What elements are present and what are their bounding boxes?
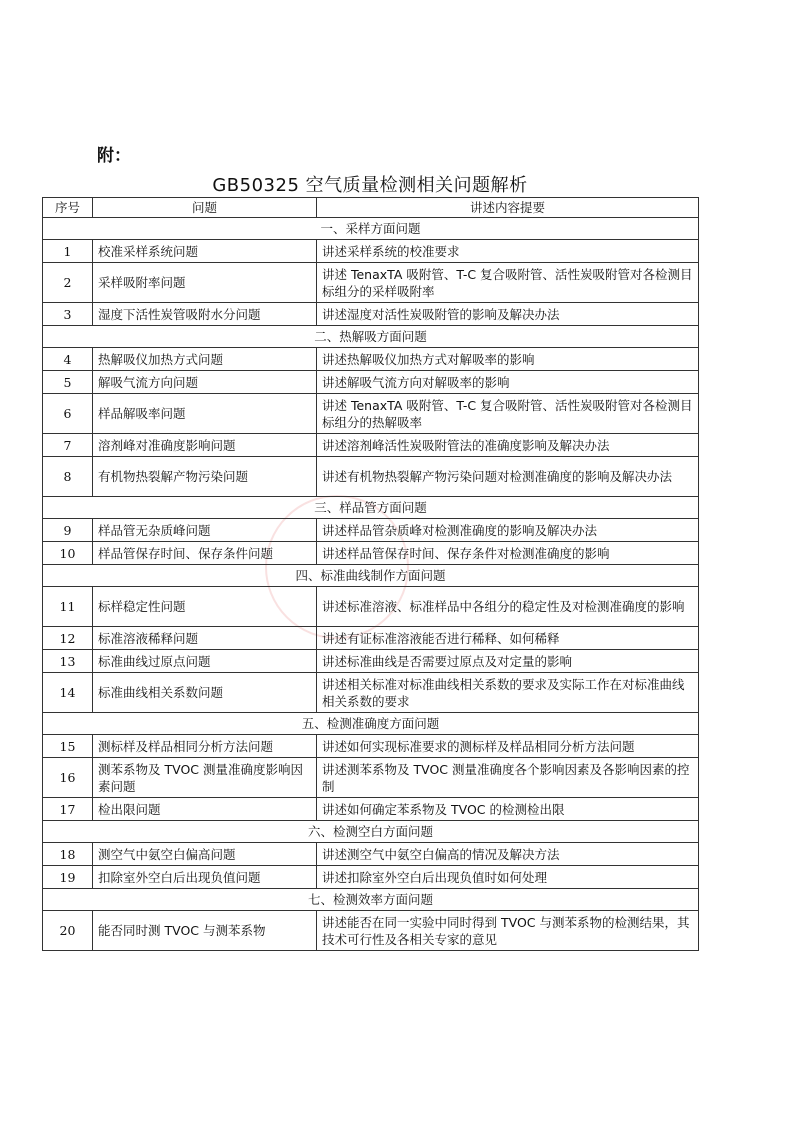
row-description: 讲述 TenaxTA 吸附管、T-C 复合吸附管、活性炭吸附管对各检测目标组分的热解吸率: [317, 394, 699, 434]
table-row: [43, 798, 699, 821]
row-number: 15: [43, 735, 93, 758]
section-title: 六、检测空白方面问题: [43, 821, 699, 843]
row-number: 20: [43, 911, 93, 951]
row-description: 讲述标准曲线是否需要过原点及对定量的影响: [317, 650, 699, 673]
row-number: 5: [43, 371, 93, 394]
table-body: [43, 218, 699, 951]
row-description: 讲述湿度对活性炭吸附管的影响及解决办法: [317, 303, 699, 326]
row-question: 解吸气流方向问题: [93, 371, 317, 394]
section-header-row: [43, 889, 699, 911]
section-title: 五、检测准确度方面问题: [43, 713, 699, 735]
row-number: 11: [43, 587, 93, 627]
row-number: 13: [43, 650, 93, 673]
section-title: 二、热解吸方面问题: [43, 326, 699, 348]
section-title: 一、采样方面问题: [43, 218, 699, 240]
section-header-row: [43, 713, 699, 735]
header-no: 序号: [43, 198, 93, 218]
table-row: [43, 735, 699, 758]
table-row: [43, 519, 699, 542]
row-description: 讲述有机物热裂解产物污染问题对检测准确度的影响及解决办法: [317, 457, 699, 497]
table-row: [43, 843, 699, 866]
section-title: 四、标准曲线制作方面问题: [43, 565, 699, 587]
table-row: [43, 263, 699, 303]
row-description: 讲述标准溶液、标准样品中各组分的稳定性及对检测准确度的影响: [317, 587, 699, 627]
row-question: 测空气中氨空白偏高问题: [93, 843, 317, 866]
row-number: 12: [43, 627, 93, 650]
issues-table: [42, 197, 699, 951]
row-description: 讲述扣除室外空白后出现负值时如何处理: [317, 866, 699, 889]
row-question: 样品管保存时间、保存条件问题: [93, 542, 317, 565]
table-row: [43, 348, 699, 371]
row-number: 4: [43, 348, 93, 371]
row-number: 14: [43, 673, 93, 713]
document-title: GB50325 空气质量检测相关问题解析: [212, 175, 528, 196]
header-description: 讲述内容提要: [317, 198, 699, 218]
row-description: 讲述热解吸仪加热方式对解吸率的影响: [317, 348, 699, 371]
row-description: 讲述如何确定苯系物及 TVOC 的检测检出限: [317, 798, 699, 821]
section-title: 三、样品管方面问题: [43, 497, 699, 519]
table-row: [43, 650, 699, 673]
row-description: 讲述如何实现标准要求的测标样及样品相同分析方法问题: [317, 735, 699, 758]
table-row: [43, 394, 699, 434]
table-row: [43, 434, 699, 457]
row-question: 能否同时测 TVOC 与测苯系物: [93, 911, 317, 951]
row-description: 讲述采样系统的校准要求: [317, 240, 699, 263]
row-description: 讲述测苯系物及 TVOC 测量准确度各个影响因素及各影响因素的控制: [317, 758, 699, 798]
row-description: 讲述溶剂峰活性炭吸附管法的准确度影响及解决办法: [317, 434, 699, 457]
row-question: 标样稳定性问题: [93, 587, 317, 627]
table-row: [43, 758, 699, 798]
section-header-row: [43, 565, 699, 587]
row-number: 6: [43, 394, 93, 434]
row-question: 有机物热裂解产物污染问题: [93, 457, 317, 497]
section-header-row: [43, 326, 699, 348]
row-question: 样品管无杂质峰问题: [93, 519, 317, 542]
table-row: [43, 303, 699, 326]
row-number: 16: [43, 758, 93, 798]
table-row: [43, 673, 699, 713]
row-description: 讲述样品管杂质峰对检测准确度的影响及解决办法: [317, 519, 699, 542]
row-number: 7: [43, 434, 93, 457]
header-question: 问题: [93, 198, 317, 218]
row-number: 3: [43, 303, 93, 326]
row-description: 讲述解吸气流方向对解吸率的影响: [317, 371, 699, 394]
row-question: 溶剂峰对准确度影响问题: [93, 434, 317, 457]
row-number: 8: [43, 457, 93, 497]
section-title: 七、检测效率方面问题: [43, 889, 699, 911]
row-description: 讲述能否在同一实验中同时得到 TVOC 与测苯系物的检测结果，其技术可行性及各相关专家的意见: [317, 911, 699, 951]
row-question: 采样吸附率问题: [93, 263, 317, 303]
table-row: [43, 371, 699, 394]
row-question: 校准采样系统问题: [93, 240, 317, 263]
section-header-row: [43, 497, 699, 519]
row-number: 1: [43, 240, 93, 263]
row-description: 讲述相关标准对标准曲线相关系数的要求及实际工作在对标准曲线相关系数的要求: [317, 673, 699, 713]
table-row: [43, 587, 699, 627]
row-number: 10: [43, 542, 93, 565]
table-row: [43, 911, 699, 951]
row-question: 标准曲线过原点问题: [93, 650, 317, 673]
row-description: 讲述 TenaxTA 吸附管、T-C 复合吸附管、活性炭吸附管对各检测目标组分的采样吸附率: [317, 263, 699, 303]
section-header-row: [43, 218, 699, 240]
row-question: 测标样及样品相同分析方法问题: [93, 735, 317, 758]
row-question: 检出限问题: [93, 798, 317, 821]
table-header-row: [43, 198, 699, 218]
table-row: [43, 627, 699, 650]
row-question: 标准曲线相关系数问题: [93, 673, 317, 713]
table-row: [43, 240, 699, 263]
row-question: 测苯系物及 TVOC 测量准确度影响因素问题: [93, 758, 317, 798]
table-row: [43, 542, 699, 565]
section-header-row: [43, 821, 699, 843]
row-number: 19: [43, 866, 93, 889]
table-row: [43, 866, 699, 889]
row-description: 讲述样品管保存时间、保存条件对检测准确度的影响: [317, 542, 699, 565]
row-question: 样品解吸率问题: [93, 394, 317, 434]
row-description: 讲述测空气中氨空白偏高的情况及解决方法: [317, 843, 699, 866]
row-question: 标准溶液稀释问题: [93, 627, 317, 650]
row-number: 2: [43, 263, 93, 303]
row-question: 热解吸仪加热方式问题: [93, 348, 317, 371]
appendix-label: 附：: [97, 146, 131, 166]
row-number: 17: [43, 798, 93, 821]
table-row: [43, 457, 699, 497]
row-question: 湿度下活性炭管吸附水分问题: [93, 303, 317, 326]
row-description: 讲述有证标准溶液能否进行稀释、如何稀释: [317, 627, 699, 650]
row-question: 扣除室外空白后出现负值问题: [93, 866, 317, 889]
row-number: 18: [43, 843, 93, 866]
row-number: 9: [43, 519, 93, 542]
